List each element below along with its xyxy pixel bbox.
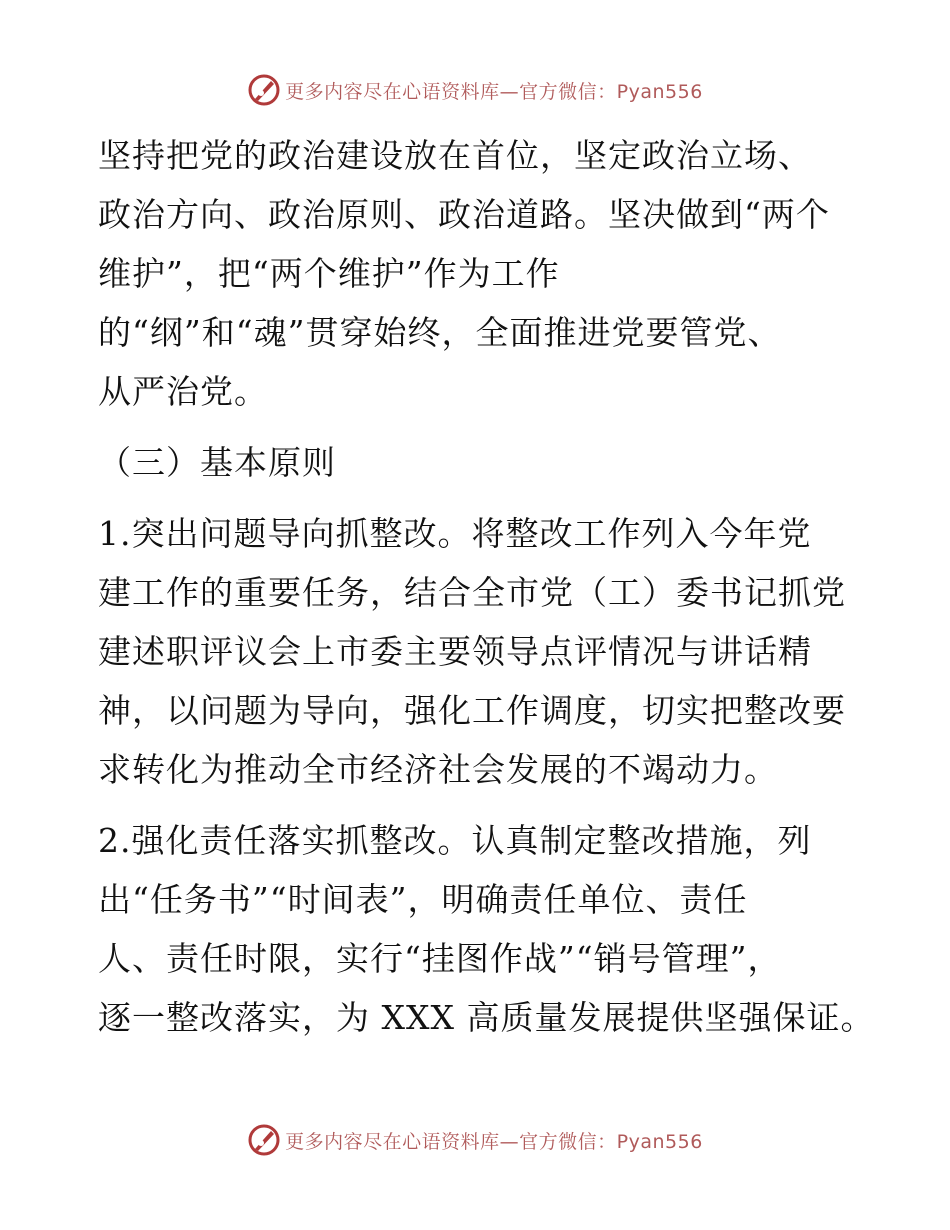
document-body [98,126,875,1047]
paragraph-principle-1 [98,504,858,799]
text-line: 维护”，把“两个维护”作为工作 [98,254,560,293]
footer-banner-text: 更多内容尽在心语资料库—官方微信：Pyan556 [285,1130,703,1153]
paragraph-intro [98,126,858,421]
text-line: 1.突出问题导向抓整改。将整改工作列入今年党 [98,514,812,553]
quill-circle-logo-icon [247,73,281,107]
quill-circle-logo-icon [247,1123,281,1157]
text-line: 逐一整改落实，为 XXX 高质量发展提供坚强保证。 [98,998,875,1037]
section-heading-text: （三）基本原则 [98,443,336,482]
section-heading [98,433,858,492]
header-banner [0,70,950,110]
text-line: 人、责任时限，实行“挂图作战”“销号管理”， [98,939,782,978]
text-line: 求转化为推动全市经济社会发展的不竭动力。 [98,750,778,789]
text-line: 神，以问题为导向，强化工作调度，切实把整改要 [98,691,846,730]
footer-banner [0,1120,950,1160]
header-banner-text: 更多内容尽在心语资料库—官方微信：Pyan556 [285,80,703,103]
text-line: 建工作的重要任务，结合全市党（工）委书记抓党 [98,573,846,612]
paragraph-principle-2 [98,811,875,1047]
text-line: 坚持把党的政治建设放在首位，坚定政治立场、 [98,136,812,175]
text-line: 建述职评议会上市委主要领导点评情况与讲话精 [98,632,812,671]
text-line: 的“纲”和“魂”贯穿始终，全面推进党要管党、 [98,313,782,352]
text-line: 从严治党。 [98,372,268,411]
text-line: 2.强化责任落实抓整改。认真制定整改措施，列 [98,821,812,860]
text-line: 政治方向、政治原则、政治道路。坚决做到“两个 [98,195,830,234]
text-line: 出“任务书”“时间表”，明确责任单位、责任 [98,880,748,919]
